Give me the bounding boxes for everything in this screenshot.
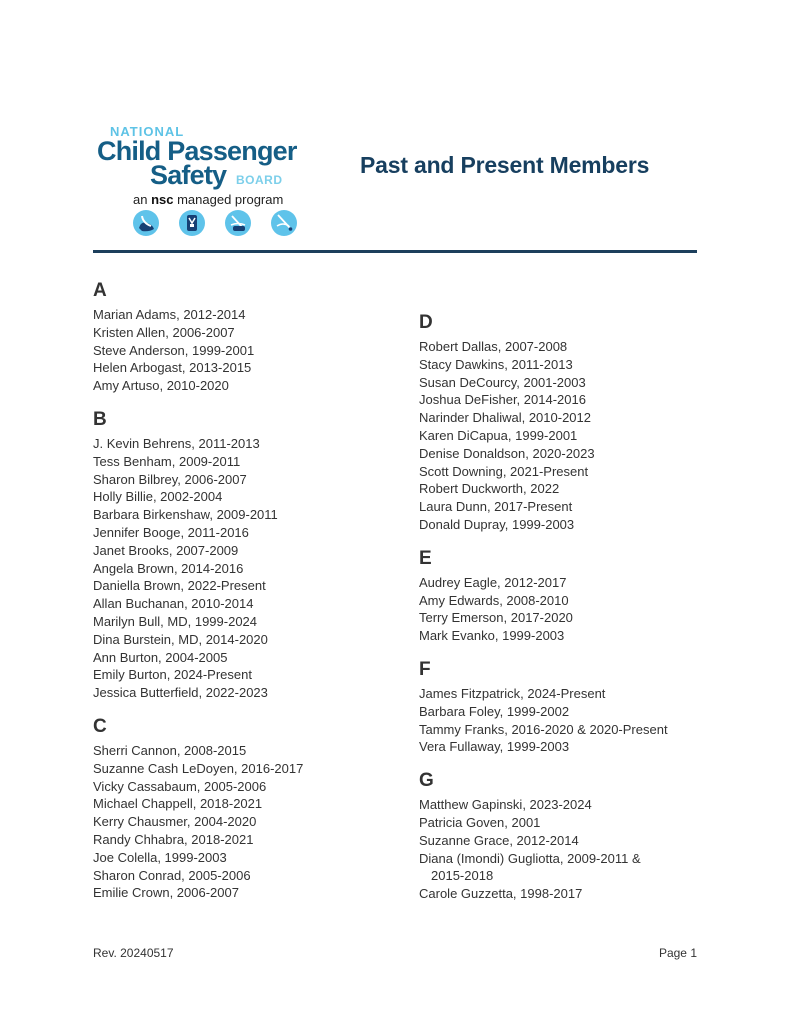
member-entry: Dina Burstein, MD, 2014-2020 — [93, 631, 268, 647]
member-entry-continuation: 2015-2018 — [431, 868, 494, 884]
member-entry: Joshua DeFisher, 2014-2016 — [419, 392, 586, 408]
member-entry: Robert Duckworth, 2022 — [419, 481, 560, 497]
member-entry: Michael Chappell, 2018-2021 — [93, 796, 263, 812]
nsc-cpsb-logo — [93, 120, 308, 245]
members-column-left — [93, 280, 393, 916]
section-d — [419, 312, 719, 534]
member-entry: James Fitzpatrick, 2024-Present — [419, 685, 606, 701]
section-letter: C — [93, 715, 107, 737]
section-e — [419, 548, 719, 645]
member-entry: Audrey Eagle, 2012-2017 — [419, 574, 567, 590]
member-entry: Allan Buchanan, 2010-2014 — [93, 596, 254, 612]
section-c — [93, 716, 393, 902]
member-entry: Sherri Cannon, 2008-2015 — [93, 742, 247, 758]
tagline-pre: an — [133, 192, 152, 207]
member-entry: Randy Chhabra, 2018-2021 — [93, 831, 254, 847]
seat-belt-icon — [271, 210, 297, 236]
member-entry: Stacy Dawkins, 2011-2013 — [419, 356, 573, 372]
member-entry: Sharon Bilbrey, 2006-2007 — [93, 471, 247, 487]
page-title: Past and Present Members — [360, 152, 650, 178]
harness-seat-icon — [179, 210, 205, 236]
section-letter: A — [93, 280, 107, 301]
member-entry: Narinder Dhaliwal, 2010-2012 — [419, 410, 591, 426]
member-entry: Tammy Franks, 2016-2020 & 2020-Present — [419, 721, 668, 737]
member-entry: Terry Emerson, 2017-2020 — [419, 610, 573, 626]
member-entry: Patricia Goven, 2001 — [419, 814, 541, 830]
member-entry: J. Kevin Behrens, 2011-2013 — [93, 435, 260, 451]
member-entry: Susan DeCourcy, 2001-2003 — [419, 374, 586, 390]
logo-tagline — [133, 192, 283, 207]
member-entry: Marian Adams, 2012-2014 — [93, 307, 246, 322]
tagline-brand: nsc — [151, 192, 174, 207]
logo-safety: Safety — [150, 160, 227, 190]
member-entry: Karen DiCapua, 1999-2001 — [419, 427, 578, 443]
member-entry: Ann Burton, 2004-2005 — [93, 649, 228, 665]
section-b — [93, 409, 393, 702]
member-entry: Scott Downing, 2021-Present — [419, 463, 589, 479]
section-letter: E — [419, 547, 432, 569]
member-entry: Helen Arbogast, 2013-2015 — [93, 360, 252, 376]
member-entry: Barbara Birkenshaw, 2009-2011 — [93, 507, 278, 523]
member-entry: Emilie Crown, 2006-2007 — [93, 885, 239, 901]
member-entry: Amy Edwards, 2008-2010 — [419, 592, 569, 608]
section-letter: F — [419, 658, 431, 680]
section-letter: D — [419, 312, 433, 333]
member-entry: Holly Billie, 2002-2004 — [93, 489, 223, 505]
member-entry: Tess Benham, 2009-2011 — [93, 453, 241, 469]
member-entry: Jennifer Booge, 2011-2016 — [93, 524, 249, 540]
member-entry: Kristen Allen, 2006-2007 — [93, 324, 235, 340]
member-entry: Vicky Cassabaum, 2005-2006 — [93, 778, 267, 794]
member-entry: Carole Guzzetta, 1998-2017 — [419, 886, 583, 902]
member-entry: Suzanne Grace, 2012-2014 — [419, 832, 579, 848]
logo-child-passenger: Child Passenger — [97, 136, 297, 166]
tagline-post: managed program — [173, 192, 284, 207]
member-entry: Mark Evanko, 1999-2003 — [419, 628, 565, 644]
section-g — [419, 770, 719, 903]
member-entry: Laura Dunn, 2017-Present — [419, 499, 573, 515]
member-entry: Suzanne Cash LeDoyen, 2016-2017 — [93, 760, 304, 776]
member-entry: Vera Fullaway, 1999-2003 — [419, 739, 570, 755]
member-entry: Amy Artuso, 2010-2020 — [93, 378, 229, 394]
logo-board: BOARD — [236, 173, 283, 187]
members-column-right — [419, 312, 719, 917]
member-entry: Steve Anderson, 1999-2001 — [93, 342, 255, 358]
header-divider — [93, 250, 697, 253]
section-letter: G — [419, 770, 434, 792]
member-entry: Kerry Chausmer, 2004-2020 — [93, 814, 257, 830]
member-entry: Daniella Brown, 2022-Present — [93, 578, 266, 594]
page-number: Page 1 — [658, 946, 697, 960]
member-entry: Angela Brown, 2014-2016 — [93, 560, 244, 576]
member-entry: Donald Dupray, 1999-2003 — [419, 516, 575, 532]
member-entry: Diana (Imondi) Gugliotta, 2009-2011 & — [419, 850, 641, 866]
member-entry: Barbara Foley, 1999-2002 — [419, 703, 570, 719]
revision-label: Rev. 20240517 — [93, 946, 174, 960]
booster-seat-icon — [225, 210, 251, 236]
member-entry: Jessica Butterfield, 2022-2023 — [93, 685, 268, 701]
member-entry: Denise Donaldson, 2020-2023 — [419, 445, 595, 461]
member-entry: Marilyn Bull, MD, 1999-2024 — [93, 613, 258, 629]
member-entry: Emily Burton, 2024-Present — [93, 667, 252, 683]
member-entry: Sharon Conrad, 2005-2006 — [93, 867, 251, 883]
infant-seat-icon — [133, 210, 159, 236]
member-entry: Robert Dallas, 2007-2008 — [419, 339, 568, 354]
member-entry: Joe Colella, 1999-2003 — [93, 849, 227, 865]
section-f — [419, 659, 719, 756]
logo-national: NATIONAL — [110, 124, 185, 139]
member-entry: Janet Brooks, 2007-2009 — [93, 542, 239, 558]
section-a — [93, 280, 393, 395]
logo-icons — [133, 210, 297, 236]
section-letter: B — [93, 408, 107, 430]
member-entry: Matthew Gapinski, 2023-2024 — [419, 797, 592, 813]
